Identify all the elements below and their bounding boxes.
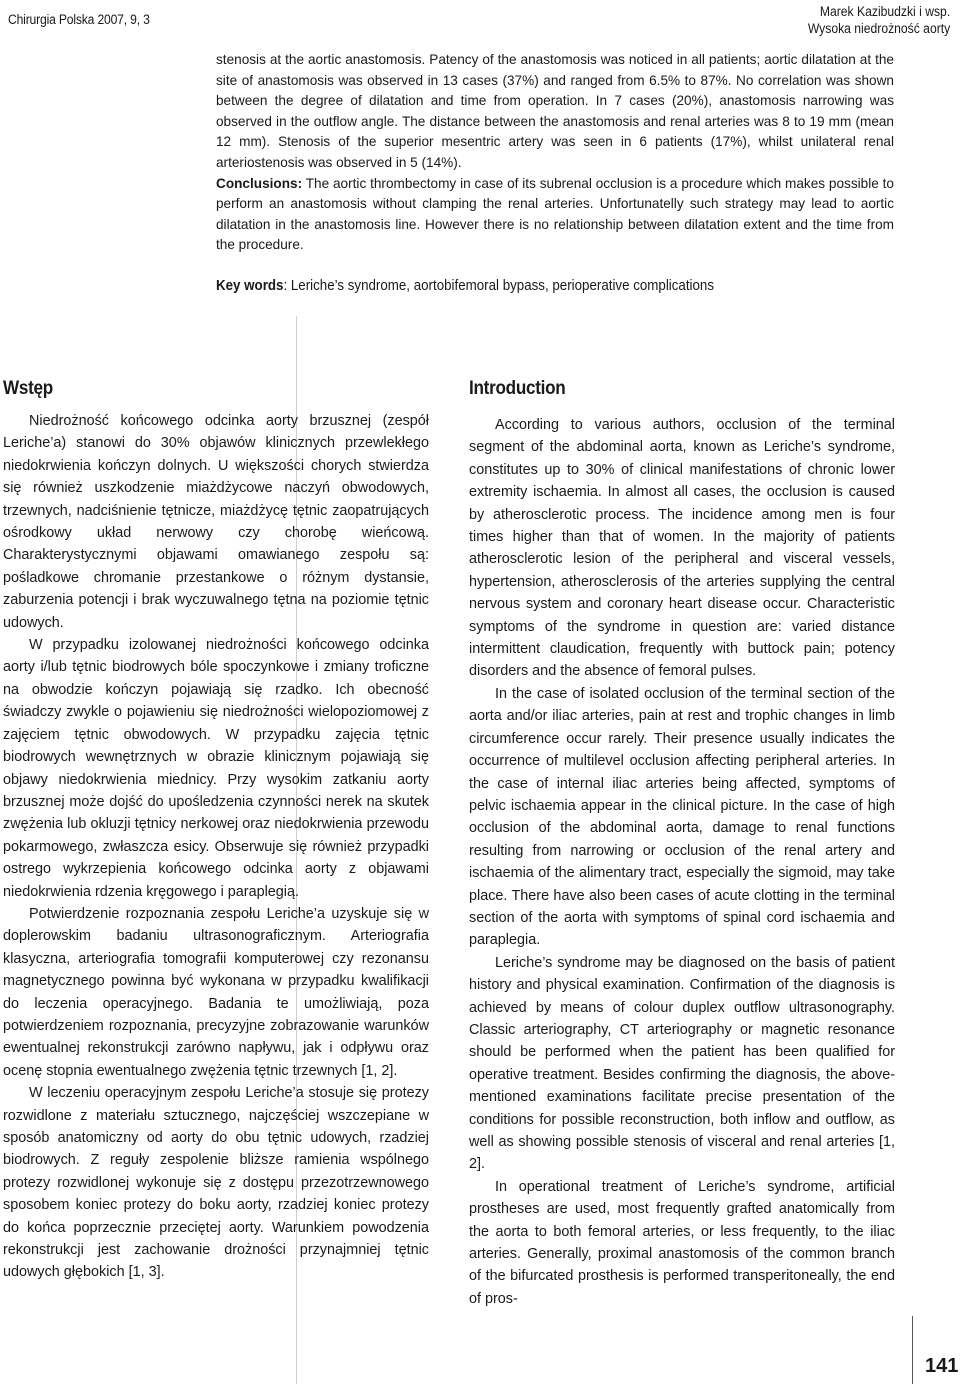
right-column	[469, 414, 895, 1310]
page-number: 141	[925, 1355, 959, 1377]
page-number-divider	[912, 1316, 913, 1384]
right-paragraph: According to various authors, occlusion of the terminal segment of the abdominal aorta, known as Leriche’s syndrome, constitutes up to 30% of clinical manifestations of chronic lower extremity ischaemia. In almost all cases, the occlusion is caused by atherosclerotic process. The incidence among men is four times higher than that of women. In the majority of patients atherosclerotic lesion of the peripheral and visceral vessels, hypertension, atherosclerosis of the arteries supplying the central nervous system and coronary heart disease occur. Characteristic symptoms of the syndrome in question are: varied distance intermittent claudication, frequently with buttock pain; potency disorders and the absence of femoral pulses.	[469, 417, 895, 680]
section-heading-wstep: Wstęp	[3, 378, 53, 399]
keywords-text: : Leriche’s syndrome, aortobifemoral bypass, perioperative complications	[283, 278, 715, 294]
section-heading-introduction: Introduction	[469, 378, 566, 399]
right-paragraph: In operational treatment of Leriche’s syndrome, artificial prostheses are used, most frequently grafted anatomically from the aorta to both femoral arteries, or less frequently, to the iliac arteries. Generally, proximal anastomosis of the common branch of the bifurcated prosthesis is performed transperitoneally, the end of pros-	[469, 1178, 895, 1307]
abstract	[216, 50, 894, 256]
abstract-results: stenosis at the aortic anastomosis. Patency of the anastomosis was noticed in all patients; aortic dilatation at the site of anastomosis was observed in 13 cases (37%) and ranged from 6.5% to 87%. No correlation was shown between the degree of dilatation and time from operation. In 7 cases (20%), anastomosis narrowing was observed in the outflow angle. The distance between the anastomosis and renal arteries was 8 to 19 mm (mean 12 mm). Stenosis of the superior mesentric artery was seen in 6 patients (17%), whilst unilateral renal arteriostenosis was observed in 5 (14%).	[216, 52, 894, 170]
keywords	[216, 278, 860, 294]
left-paragraph: W leczeniu operacyjnym zespołu Leriche’a stosuje się protezy rozwidlone z materiału sztucznego, najczęściej wszczepiane w sposób anatomiczny od aorty do obu tętnic udowych, rzadziej biodrowych. Z reguły zespolenie bliższe ramienia wspólnego protezy rozwidlonej wykonuje się z dostępu przezotrzewnowego sposobem koniec protezy do boku aorty, rzadziej koniec protezy do końca poprzecznie przeciętej aorty. Warunkiem powodzenia rekonstrukcji jest zachowanie drożności przynajmniej tętnic udowych głębokich [1, 3].	[3, 1085, 429, 1281]
abstract-conclusions	[216, 174, 894, 256]
authors: Marek Kazibudzki i wsp.	[819, 4, 950, 19]
running-header	[808, 3, 950, 37]
left-paragraph: W przypadku izolowanej niedrożności końcowego odcinka aorty i/lub tętnic biodrowych bóle spoczynkowe i zmiany troficzne na obwodzie kończyn pojawiają się rzadko. Ich obecność świadczy zwykle o pojawieniu się niedrożności wielopoziomowej z zajęciem tętnic obwodowych. W przypadku zajęcia tętnic biodrowych wewnętrznych w obrazie klinicznym pojawiają się objawy niedokrwienia miednicy. Przy wysokim zatkaniu aorty brzusznej może dojść do upośledzenia czynności nerek na skutek zwężenia lub okluzji tętnicy nerkowej oraz niedokrwienia przewodu pokarmowego, zwłaszcza esicy. Obserwuje się również przypadki ostrego wykrzepienia końcowego odcinka aorty z objawami niedokrwienia rdzenia kręgowego i paraplegią.	[3, 637, 429, 900]
left-column	[3, 410, 429, 1284]
left-paragraph: Niedrożność końcowego odcinka aorty brzusznej (zespół Leriche’a) stanowi do 30% objawów klinicznych przewlekłego niedokrwienia kończyn dolnych. U większości chorych stwierdza się również uszkodzenie miażdżycowe naczyń obwodowych, trzewnych, nadciśnienie tętnicze, miażdżycę tętnic zaopatrujących ośrodkowy układ nerwowy czy chorobę wieńcową. Charakterystycznymi objawami omawianego zespołu są: pośladkowe chromanie przestankowe o różnym dystansie, zaburzenia potencji i brak wyczuwalnego tętna na poziomie tętnic udowych.	[3, 413, 429, 631]
journal-citation: Chirurgia Polska 2007, 9, 3	[8, 12, 150, 27]
running-title: Wysoka niedrożność aorty	[807, 21, 950, 36]
keywords-label: Key words	[216, 278, 284, 294]
conclusions-label: Conclusions:	[216, 175, 303, 191]
conclusions-text: The aortic thrombectomy in case of its subrenal occlusion is a procedure which makes possible to perform an anastomosis without clamping the renal arteries. Unfortunatelly such strategy may lead to aortic dilatation in the anastomosis line. However there is no relationship between dilatation extent and the time from the procedure.	[216, 175, 894, 253]
right-paragraph: Leriche’s syndrome may be diagnosed on the basis of patient history and physical examination. Confirmation of the diagnosis is achieved by means of colour duplex outflow ultrasonography. Classic arteriography, CT arteriography or magnetic resonance should be performed when the patient has been qualified for operative treatment. Besides confirming the diagnosis, the above-mentioned examinations facilitate precise presentation of the conditions for possible reconstruction, both inflow and outflow, as well as showing possible stenosis of visceral and renal arteries [1, 2].	[469, 954, 895, 1173]
right-paragraph: In the case of isolated occlusion of the terminal section of the aorta and/or iliac arteries, pain at rest and trophic changes in limb circumference occur rarely. Their presence usually indicates the occurrence of multilevel occlusion affecting peripheral arteries. In the case of internal iliac arteries being affected, symptoms of pelvic ischaemia appear in the clinical picture. In the case of high occlusion of the abdominal aorta, damage to renal functions resulting from narrowing or occlusion of the renal artery and ischaemia of the alimentary tract, especially the sigmoid, may take place. There have also been cases of acute clotting in the terminal section of the aorta with symptoms of spinal cord ischaemia and paraplegia.	[469, 685, 895, 949]
left-paragraph: Potwierdzenie rozpoznania zespołu Leriche’a uzyskuje się w doplerowskim badaniu ultrasonograficznym. Arteriografia klasyczna, arteriografia tomografii komputerowej czy rezonansu magnetycznego powinna być wykonana w przypadku kwalifikacji do leczenia operacyjnego. Badania te umożliwiają, poza potwierdzeniem rozpoznania, precyzyjne zobrazowanie warunków ewentualnej rekonstrukcji zarówno napływu, jak i odpływu oraz ocenę stopnia ewentualnego zwężenia tętnic trzewnych [1, 2].	[3, 905, 429, 1079]
